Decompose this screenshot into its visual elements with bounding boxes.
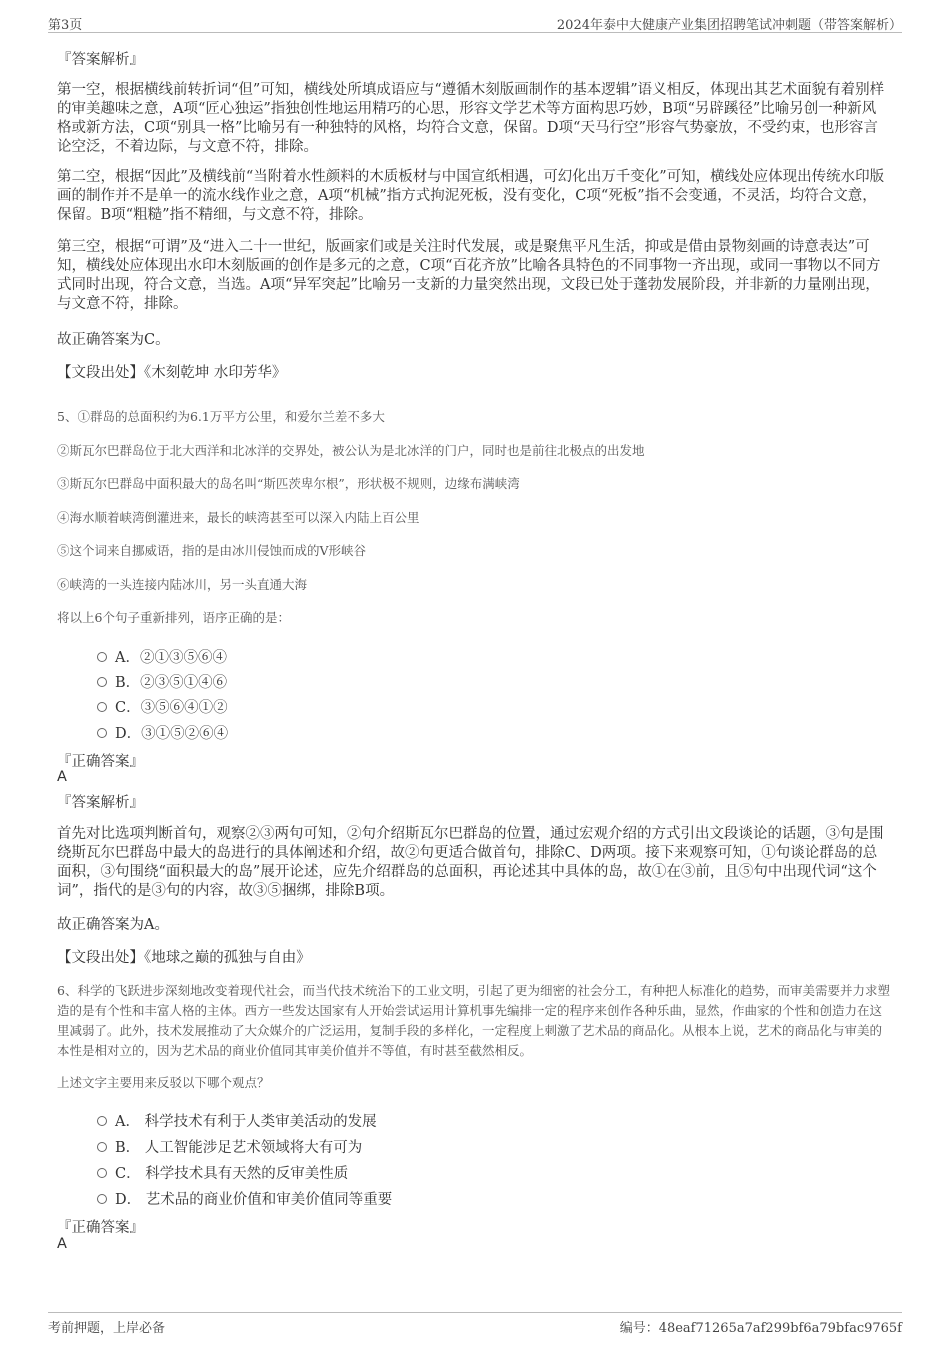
q6-option-d-label: D． 艺术品的商业价值和审美价值同等重要 — [115, 1192, 393, 1208]
radio-button-icon[interactable] — [97, 652, 107, 662]
q4-conclusion: 故正确答案为C。 — [57, 332, 170, 348]
q6-stem: 6、科学的飞跃进步深刻地改变着现代社会，而当代技术统治下的工业文明，引起了更为细密的社会分工，有种把人标准化的趋势，而审美需要并力求塑造的是有个性和丰富人格的主体。西方一些发达国家有人开始尝试运用计算机事先编排一定的程序来创作各种乐曲，显然，作曲家的个性和创造力在这里减弱了。此外，技术发展推动了大众媒介的广泛运用，复制手段的多样化，一定程度上刺激了艺术品的商品化。从根本上说，艺术的商品化与审美的本性是相对立的，因为艺术品的商业价值同其审美价值并不等值，有时甚至截然相反。 — [57, 983, 890, 1058]
q6-answer-label: 『正确答案』 — [57, 1220, 144, 1236]
q6-option-a-label: A． 科学技术有利于人类审美活动的发展 — [115, 1114, 377, 1130]
q5-source: 【文段出处】《地球之巅的孤独与自由》 — [57, 950, 311, 966]
q6-prompt: 上述文字主要用来反驳以下哪个观点？ — [57, 1075, 270, 1090]
page-number: 第3页 — [48, 18, 83, 33]
q6-option-c-label: C． 科学技术具有天然的反审美性质 — [115, 1166, 349, 1182]
page-footer — [48, 1312, 902, 1337]
document-title: 2024年泰中大健康产业集团招聘笔试冲刺题（带答案解析） — [556, 18, 902, 33]
q5-option-c[interactable] — [97, 696, 228, 716]
radio-button-icon[interactable] — [97, 1168, 107, 1178]
q5-prompt: 将以上6个句子重新排列，语序正确的是： — [57, 610, 290, 625]
q5-option-d[interactable] — [97, 722, 228, 742]
q6-option-a[interactable] — [97, 1110, 377, 1130]
q5-sentence-3: ③斯瓦尔巴群岛中面积最大的岛名叫“斯匹茨卑尔根”，形状极不规则，边缘布满峡湾 — [57, 476, 520, 491]
radio-button-icon[interactable] — [97, 677, 107, 687]
q6-option-c[interactable] — [97, 1162, 348, 1182]
q5-sentence-1: 5、①群岛的总面积约为6.1万平方公里，和爱尔兰差不多大 — [57, 409, 385, 424]
q5-option-a[interactable] — [97, 646, 227, 666]
q4-analysis-label: 『答案解析』 — [57, 52, 144, 68]
radio-button-icon[interactable] — [97, 728, 107, 738]
radio-button-icon[interactable] — [97, 1142, 107, 1152]
q6-option-b[interactable] — [97, 1136, 362, 1156]
q5-sentence-6: ⑥峡湾的一头连接内陆冰川，另一头直通大海 — [57, 577, 308, 592]
q4-analysis-p1: 第一空，根据横线前转折词“但”可知，横线处所填成语应与“遵循木刻版画制作的基本逻辑”语义相反，体现出其艺术面貌有着别样的审美趣味之意，A项“匠心独运”指独创性地运用精巧的心思，形容文学艺术等方面构思巧妙，B项“另辟蹊径”比喻另创一种新风格或新方法，C项“别具一格”比喻另有一种独特的风格，均符合文意，保留。D项“天马行空”形容气势豪放，不受约束，也形容言论空泛，不着边际，与文意不符，排除。 — [57, 82, 885, 155]
radio-button-icon[interactable] — [97, 702, 107, 712]
q5-sentence-5: ⑤这个词来自挪威语，指的是由冰川侵蚀而成的V形峡谷 — [57, 543, 367, 558]
q5-conclusion: 故正确答案为A。 — [57, 917, 169, 933]
q6-option-b-label: B． 人工智能涉足艺术领域将大有可为 — [115, 1140, 363, 1156]
document-id: 编号：48eaf71265a7af299bf6a79bfac9765f — [619, 1321, 902, 1336]
q5-option-b[interactable] — [97, 671, 227, 691]
q4-analysis-p3: 第三空，根据“可谓”及“进入二十一世纪，版画家们或是关注时代发展，或是聚焦平凡生活，抑或是借由景物刻画的诗意表达”可知，横线处应体现出水印木刻版画的创作是多元的之意，C项“百花齐放”比喻各具特色的不同事物一齐出现，或同一事物以不同方式同时出现，符合文意，当选。A项“异军突起”比喻另一支新的力量突然出现，文段已处于蓬勃发展阶段，并非新的力量刚出现，与文意不符，排除。 — [57, 239, 881, 312]
q5-sentence-4: ④海水顺着峡湾倒灌进来，最长的峡湾甚至可以深入内陆上百公里 — [57, 510, 420, 525]
q4-source: 【文段出处】《木刻乾坤 水印芳华》 — [57, 365, 287, 381]
footer-slogan: 考前押题，上岸必备 — [48, 1321, 166, 1336]
q5-option-d-label: D．③①⑤②⑥④ — [115, 726, 229, 742]
q5-option-a-label: A．②①③⑤⑥④ — [115, 650, 227, 666]
q5-sentence-2: ②斯瓦尔巴群岛位于北大西洋和北冰洋的交界处，被公认为是北冰洋的门户，同时也是前往北极点的出发地 — [57, 443, 645, 458]
q5-answer: A — [57, 769, 67, 785]
q5-option-c-label: C．③⑤⑥④①② — [115, 700, 228, 716]
q4-analysis-p2: 第二空，根据“因此”及横线前“当附着水性颜料的木质板材与中国宣纸相遇，可幻化出万千变化”可知，横线处应体现出传统水印版画的制作并不是单一的流水线作业之意，A项“机械”指方式拘泥死板，没有变化，C项“死板”指不会变通，不灵活，均符合文意，保留。B项“粗糙”指不精细，与文意不符，排除。 — [57, 169, 885, 223]
radio-button-icon[interactable] — [97, 1116, 107, 1126]
q6-option-d[interactable] — [97, 1188, 392, 1208]
q5-analysis: 首先对比选项判断首句，观察②③两句可知，②句介绍斯瓦尔巴群岛的位置，通过宏观介绍的方式引出文段谈论的话题，③句是围绕斯瓦尔巴群岛中最大的岛进行的具体阐述和介绍，故②句更适合做首句，排除C、D两项。接下来观察可知，①句谈论群岛的总面积，③句围绕“面积最大的岛”展开论述，应先介绍群岛的总面积，再论述其中具体的岛，故①在③前，且⑤句中出现代词“这个词”，指代的是③句的内容，故③⑤捆绑，排除B项。 — [57, 826, 884, 899]
page-header — [48, 12, 902, 33]
q6-answer: A — [57, 1236, 67, 1252]
q5-answer-label: 『正确答案』 — [57, 754, 144, 770]
q5-analysis-label: 『答案解析』 — [57, 795, 144, 811]
q5-option-b-label: B．②③⑤①④⑥ — [115, 675, 228, 691]
radio-button-icon[interactable] — [97, 1194, 107, 1204]
